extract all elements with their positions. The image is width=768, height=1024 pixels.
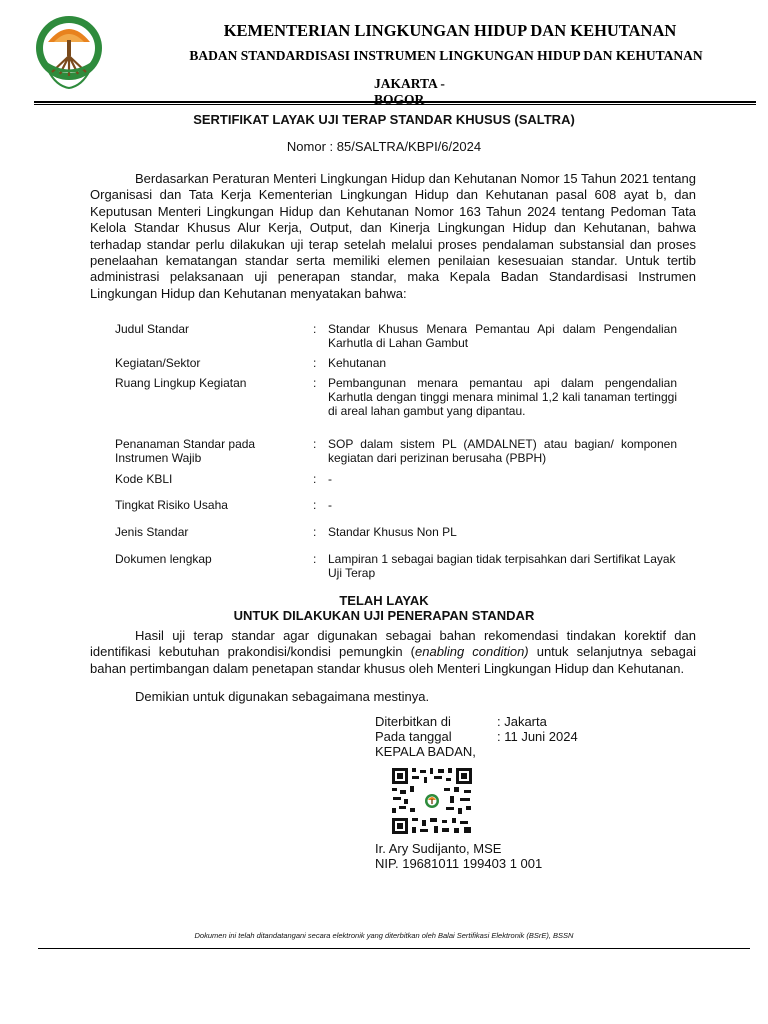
detail-separator: : bbox=[313, 322, 317, 336]
header-rule-thin bbox=[34, 104, 756, 105]
detail-label: Judul Standar bbox=[115, 322, 190, 336]
result-paragraph bbox=[90, 628, 696, 677]
detail-value: Pembangunan menara pemantau api dalam pengendalian Karhutla dengan tinggi menara minimal 1,2 kali tanaman tertinggi di areal lahan gambut yang dipantau. bbox=[328, 376, 677, 418]
detail-separator: : bbox=[313, 376, 317, 390]
detail-label: Kegiatan/Sektor bbox=[115, 356, 201, 370]
detail-value: Lampiran 1 sebagai bagian tidak terpisahkan dari Sertifikat Layak Uji Terap bbox=[328, 552, 676, 580]
detail-label: Jenis Standar bbox=[115, 525, 189, 539]
signer-name: Ir. Ary Sudijanto, MSE bbox=[375, 841, 502, 856]
issued-value: : Jakarta bbox=[497, 714, 547, 729]
signer-position: KEPALA BADAN, bbox=[375, 744, 476, 759]
detail-separator: : bbox=[313, 437, 317, 451]
detail-value: - bbox=[328, 498, 332, 512]
date-label: Pada tanggal bbox=[375, 729, 452, 744]
result-text-after: untuk selanjutnya sebagai bahan pertimbangan dalam penetapan standar khusus oleh Menteri Lingkungan Hidup dan Kehutanan. bbox=[90, 644, 696, 676]
detail-separator: : bbox=[313, 552, 317, 566]
result-text-italic: enabling condition) bbox=[415, 644, 529, 660]
ministry-emblem-icon bbox=[34, 12, 104, 90]
detail-separator: : bbox=[313, 498, 317, 512]
detail-value: Kehutanan bbox=[328, 356, 387, 370]
detail-separator: : bbox=[313, 525, 317, 539]
date-value: : 11 Juni 2024 bbox=[497, 729, 578, 744]
detail-value: Standar Khusus Menara Pemantau Api dalam Pengendalian Karhutla di Lahan Gambut bbox=[328, 322, 677, 350]
agency-name: BADAN STANDARDISASI INSTRUMEN LINGKUNGAN HIDUP DAN KEHUTANAN bbox=[189, 48, 703, 63]
result-text-before: Hasil uji terap standar agar digunakan sebagai bahan rekomendasi tindakan korektif dan identifikasi kebutuhan prakondisi/kondisi pemungkin ( bbox=[90, 628, 696, 660]
ministry-name: KEMENTERIAN LINGKUNGAN HIDUP DAN KEHUTANAN bbox=[223, 21, 677, 40]
detail-label: Dokumen lengkap bbox=[115, 552, 212, 566]
verdict-line-1: TELAH LAYAK bbox=[339, 593, 429, 608]
detail-value: SOP dalam sistem PL (AMDALNET) atau bagian/ komponen kegiatan dari perizinan berusaha (PBPH) bbox=[328, 437, 677, 465]
signer-nip: NIP. 19681011 199403 1 001 bbox=[375, 856, 543, 871]
issued-label: Diterbitkan di bbox=[375, 714, 451, 729]
detail-separator: : bbox=[313, 472, 317, 486]
detail-label: Kode KBLI bbox=[115, 472, 173, 486]
city-line: JAKARTA - BOGOR bbox=[374, 76, 445, 107]
detail-separator: : bbox=[313, 356, 317, 370]
header-rule-thick bbox=[34, 101, 756, 103]
certificate-title: SERTIFIKAT LAYAK UJI TERAP STANDAR KHUSUS (SALTRA) bbox=[193, 112, 575, 127]
detail-label: Penanaman Standar pada Instrumen Wajib bbox=[115, 437, 256, 465]
detail-value: Standar Khusus Non PL bbox=[328, 525, 457, 539]
certificate-number: Nomor : 85/SALTRA/KBPI/6/2024 bbox=[286, 139, 482, 154]
qr-code-icon bbox=[390, 766, 474, 836]
intro-paragraph: Berdasarkan Peraturan Menteri Lingkungan Hidup dan Kehutanan Nomor 15 Tahun 2021 tentang Organisasi dan Tata Kerja Kementerian Lingkungan Hidup dan Kehutanan pasal 608 ayat b, dan Keputusan Menteri Lingkungan Hidup dan Kehutanan Nomor 163 Tahun 2024 tentang Pedoman Tata Kelola Standar Khusus Alur Kerja, Output, dan Kinerja Lingkungan Hidup dan Kehutanan, bahwa terhadap standar perlu dilakukan uji terap setelah melalui proses pendalaman substansial dan proses penelaahan kematangan standar serta memiliki elemen penilaian kesesuaian standar. Untuk tertib administrasi pelaksanaan uji penerapan standar, maka Kepala Badan Standardisasi Instrumen Lingkungan Hidup dan Kehutanan menyatakan bahwa: bbox=[90, 171, 696, 301]
footer-rule bbox=[38, 948, 750, 949]
detail-label: Ruang Lingkup Kegiatan bbox=[115, 376, 247, 390]
verdict-line-2: UNTUK DILAKUKAN UJI PENERAPAN STANDAR bbox=[233, 608, 535, 623]
detail-label: Tingkat Risiko Usaha bbox=[115, 498, 228, 512]
closing-sentence: Demikian untuk digunakan sebagaimana mestinya. bbox=[135, 689, 430, 704]
footer-note: Dokumen ini telah ditandatangani secara elektronik yang diterbitkan oleh Balai Sertifikasi Elektronik (BSrE), BSSN bbox=[194, 931, 574, 940]
detail-value: - bbox=[328, 472, 332, 486]
